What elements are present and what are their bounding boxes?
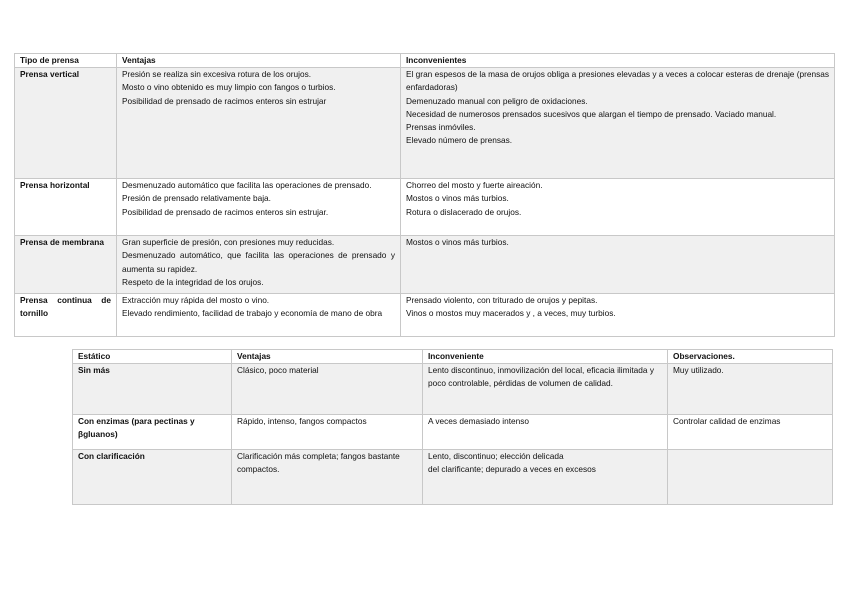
ventajas-cell [117,68,401,179]
inconveniente-cell [423,364,668,415]
row-label: Prensa vertical [15,68,117,179]
cell-line: Demenuzado manual con peligro de oxidaciones. [406,95,588,106]
static-settling-table [72,349,833,505]
table-row [15,68,835,179]
ventajas-cell [117,179,401,236]
cell-line: del clarificante; depurado a veces en excesos [428,464,596,475]
header-estatico: Estático [73,350,232,364]
cell-line: Rotura o dislacerado de orujos. [406,206,522,217]
row-label: Prensa de membrana [15,236,117,294]
inconvenientes-cell [401,236,835,294]
cell-line: Lento, discontinuo; elección delicada [428,451,564,462]
press-types-table [14,53,835,337]
table-header-row [15,54,835,68]
cell-line: Posibilidad de prensado de racimos enteros sin estrujar [122,95,327,106]
ventajas-cell: Clarificación más completa; fangos bastante compactos. [232,450,423,505]
cell-line: Gran superficie de presión, con presiones muy reducidas. [122,237,335,248]
row-label: Con enzimas (para pectinas y βgluanos) [73,415,232,450]
inconvenientes-cell [401,68,835,179]
table-row [15,179,835,236]
header-inconveniente: Inconveniente [423,350,668,364]
observaciones-cell: Controlar calidad de enzimas [668,415,833,450]
row-label: Prensa continua de tornillo [15,294,117,337]
header-observaciones: Observaciones. [668,350,833,364]
observaciones-cell: Muy utilizado. [668,364,833,415]
table-row [15,236,835,294]
inconvenientes-cell [401,294,835,337]
cell-line: Prensado violento, con triturado de orujos y pepitas. [406,295,598,306]
observaciones-cell [668,450,833,505]
row-label: Prensa horizontal [15,179,117,236]
row-label: Con clarificación [73,450,232,505]
cell-line: Elevado número de prensas. [406,135,513,146]
cell-line: Extracción muy rápida del mosto o vino. [122,295,270,306]
cell-line: Presión se realiza sin excesiva rotura de los orujos. [122,69,312,80]
table-row [73,364,833,415]
header-ventajas: Ventajas [117,54,401,68]
cell-line: Respeto de la integridad de los orujos. [122,276,264,287]
inconvenientes-cell [401,179,835,236]
inconveniente-cell [423,450,668,505]
table-header-row [73,350,833,364]
table-row [73,415,833,450]
cell-line: Lento discontinuo, inmovilización del local, eficacia ilimitada y poco controlable, pérdidas de volumen de calidad. [428,365,654,389]
ventajas-cell [117,236,401,294]
cell-line: El gran espesos de la masa de orujos obliga a presiones elevadas y a veces a colocar esteras de drenaje (prensas enfardadoras) [406,69,829,93]
header-tipo: Tipo de prensa [15,54,117,68]
cell-line: Mosto o vino obtenido es muy limpio con fangos o turbios. [122,82,336,93]
inconveniente-cell [423,415,668,450]
cell-line: Vinos o mostos muy macerados y , a veces, muy turbios. [406,308,616,319]
ventajas-cell [117,294,401,337]
ventajas-cell: Clásico, poco material [232,364,423,415]
cell-line: Necesidad de numerosos prensados sucesivos que alargan el tiempo de prensado. Vaciado manual. [406,108,777,119]
cell-line: Mostos o vinos más turbios. [406,237,509,248]
cell-line: Mostos o vinos más turbios. [406,193,509,204]
row-label: Sin más [73,364,232,415]
table-row [73,450,833,505]
ventajas-cell: Rápido, intenso, fangos compactos [232,415,423,450]
cell-line: Chorreo del mosto y fuerte aireación. [406,180,543,191]
cell-line: Desmenuzado automático, que facilita las operaciones de prensado y aumenta su rapidez. [122,250,395,274]
cell-line: Presión de prensado relativamente baja. [122,193,271,204]
table-row [15,294,835,337]
cell-line: Elevado rendimiento, facilidad de trabajo y economía de mano de obra [122,308,383,319]
cell-line: Prensas inmóviles. [406,122,476,133]
header-ventajas: Ventajas [232,350,423,364]
cell-line: Desmenuzado automático que facilita las operaciones de prensado. [122,180,372,191]
header-inconvenientes: Inconvenientes [401,54,835,68]
cell-line: Posibilidad de prensado de racimos enteros sin estrujar. [122,206,329,217]
cell-line: A veces demasiado intenso [428,416,530,427]
